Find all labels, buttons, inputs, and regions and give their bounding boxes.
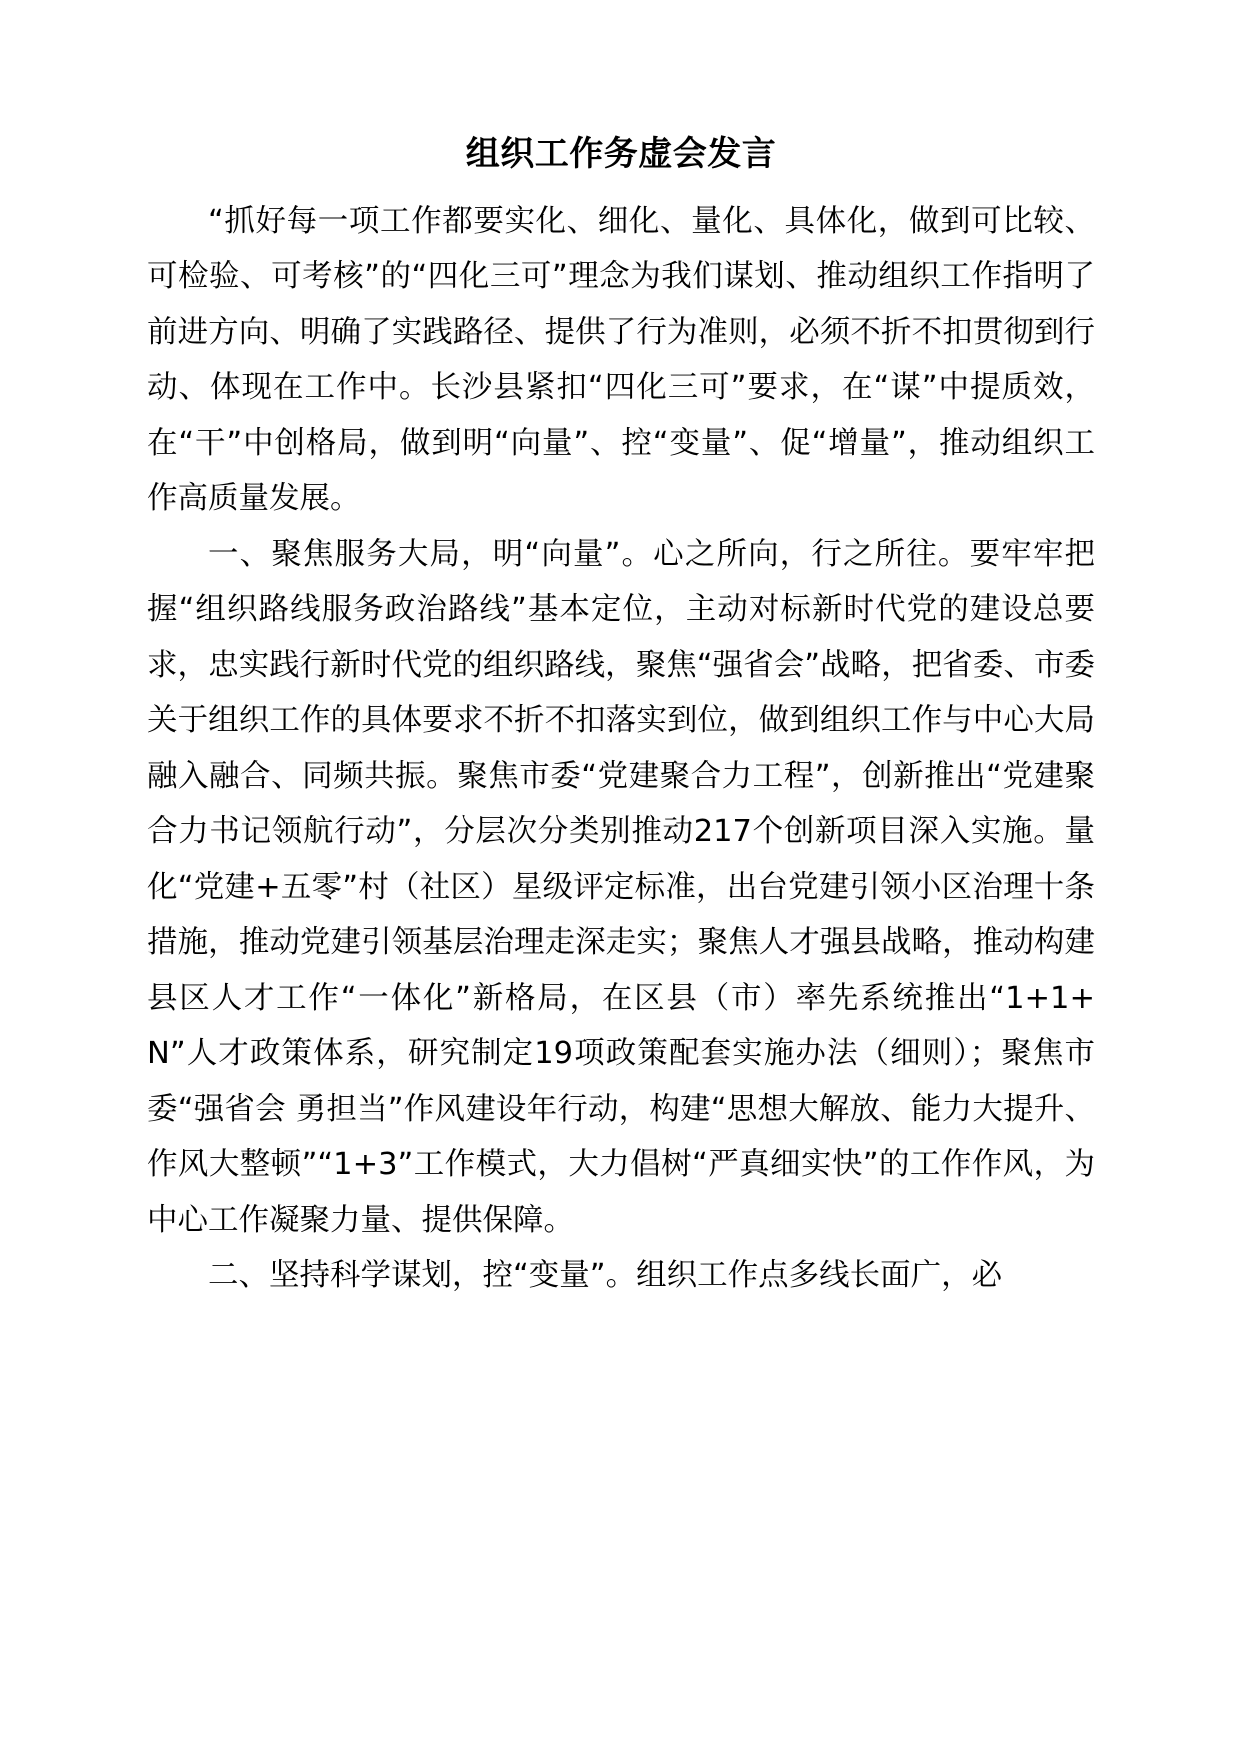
- paragraph-2: 一、聚焦服务大局，明“向量”。心之所向，行之所往。要牢牢把握“组织路线服务政治路线”基本定位，主动对标新时代党的建设总要求，忠实践行新时代党的组织路线，聚焦“强省会”战略，把省委、市委关于组织工作的具体要求不折不扣落实到位，做到组织工作与中心大局融入融合、同频共振。聚焦市委“党建聚合力工程”，创新推出“党建聚合力书记领航行动”，分层次分类别推动217个创新项目深入实施。量化“党建+五零”村（社区）星级评定标准，出台党建引领小区治理十条措施，推动党建引领基层治理走深走实；聚焦人才强县战略，推动构建县区人才工作“一体化”新格局，在区县（市）率先系统推出“1+1+N”人才政策体系，研究制定19项政策配套实施办法（细则）；聚焦市委“强省会 勇担当”作风建设年行动，构建“思想大解放、能力大提升、作风大整顿”“1+3”工作模式，大力倡树“严真细实快”的工作作风，为中心工作凝聚力量、提供保障。: [147, 536, 1095, 1238]
- paragraph-1: “抓好每一项工作都要实化、细化、量化、具体化，做到可比较、可检验、可考核”的“四化三可”理念为我们谋划、推动组织工作指明了前进方向、明确了实践路径、提供了行为准则，必须不折不扣贯彻到行动、体现在工作中。长沙县紧扣“四化三可”要求，在“谋”中提质效，在“干”中创格局，做到明“向量”、控“变量”、促“增量”，推动组织工作高质量发展。: [147, 203, 1095, 517]
- document-content: [147, 132, 1095, 1304]
- page-title: 组织工作务虚会发言: [465, 134, 777, 174]
- document-body: [147, 194, 1095, 1304]
- paragraph-3: 二、坚持科学谋划，控“变量”。组织工作点多线长面广，必: [208, 1258, 1003, 1294]
